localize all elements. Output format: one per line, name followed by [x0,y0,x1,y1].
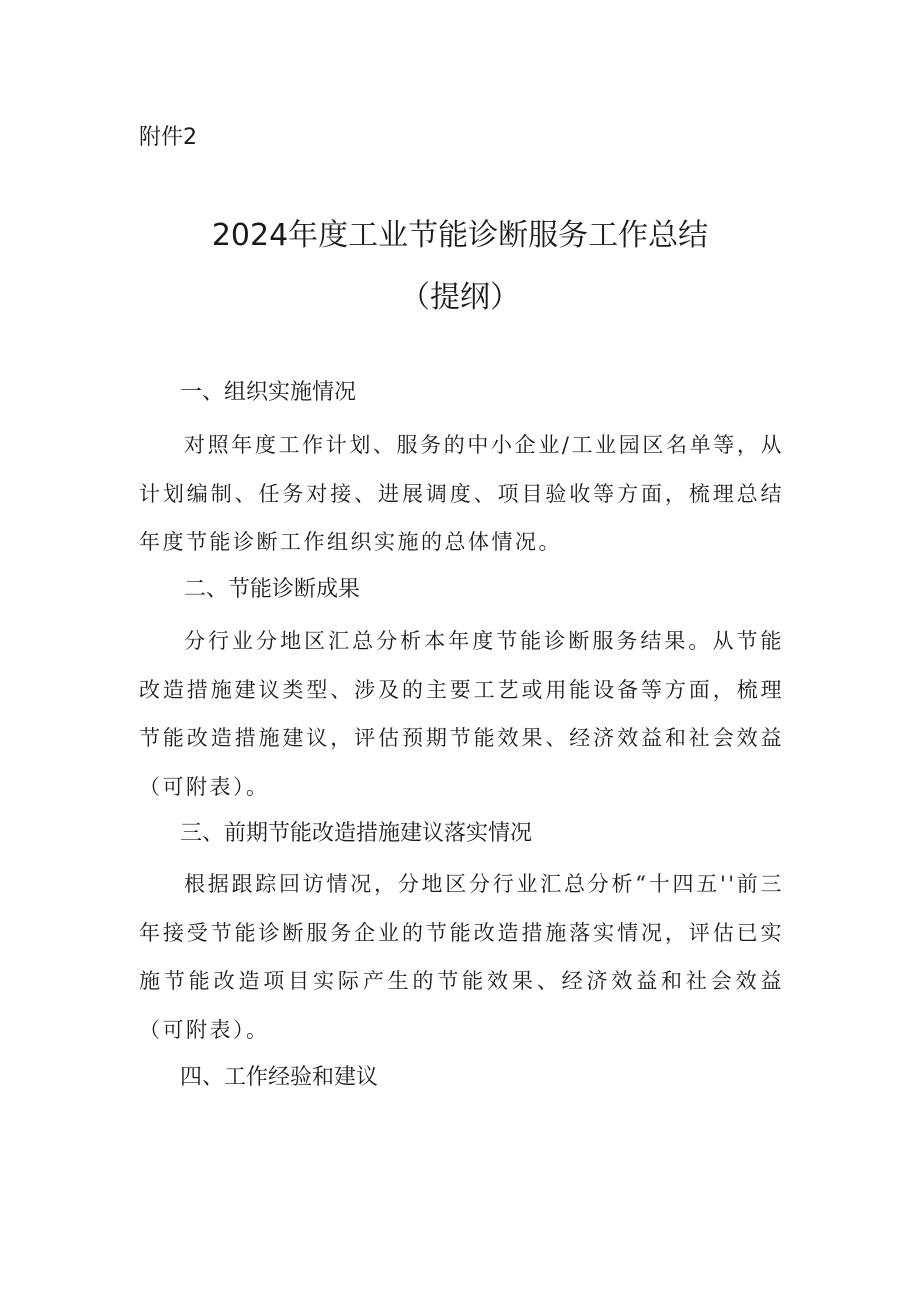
document-title: 2024年度工业节能诊断服务工作总结 [211,218,709,253]
section-heading-2: 二、节能诊断成果 [184,577,361,602]
section-heading-1: 一、组织实施情况 [180,380,357,405]
section-heading-3: 三、前期节能改造措施建议落实情况 [180,821,533,846]
attachment-label: 附件2 [139,125,197,150]
section-body-1: 对照年度工作计划、服务的中小企业/工业园区名单等，从计划编制、任务对接、进展调度、项目验收等方面，梳理总结年度节能诊断工作组织实施的总体情况。 [139,433,784,554]
section-body-3: 根据跟踪回访情况，分地区分行业汇总分析“十四五''前三年接受节能诊断服务企业的节能改造措施落实情况，评估已实施节能改造项目实际产生的节能效果、经济效益和社会效益（可附表）。 [139,872,784,1042]
section-body-2: 分行业分地区汇总分析本年度节能诊断服务结果。从节能改造措施建议类型、涉及的主要工艺或用能设备等方面，梳理节能改造措施建议，评估预期节能效果、经济效益和社会效益（可附表）。 [139,629,784,799]
section-heading-4: 四、工作经验和建议 [180,1065,379,1090]
document-subtitle: （提纲） [400,280,520,315]
